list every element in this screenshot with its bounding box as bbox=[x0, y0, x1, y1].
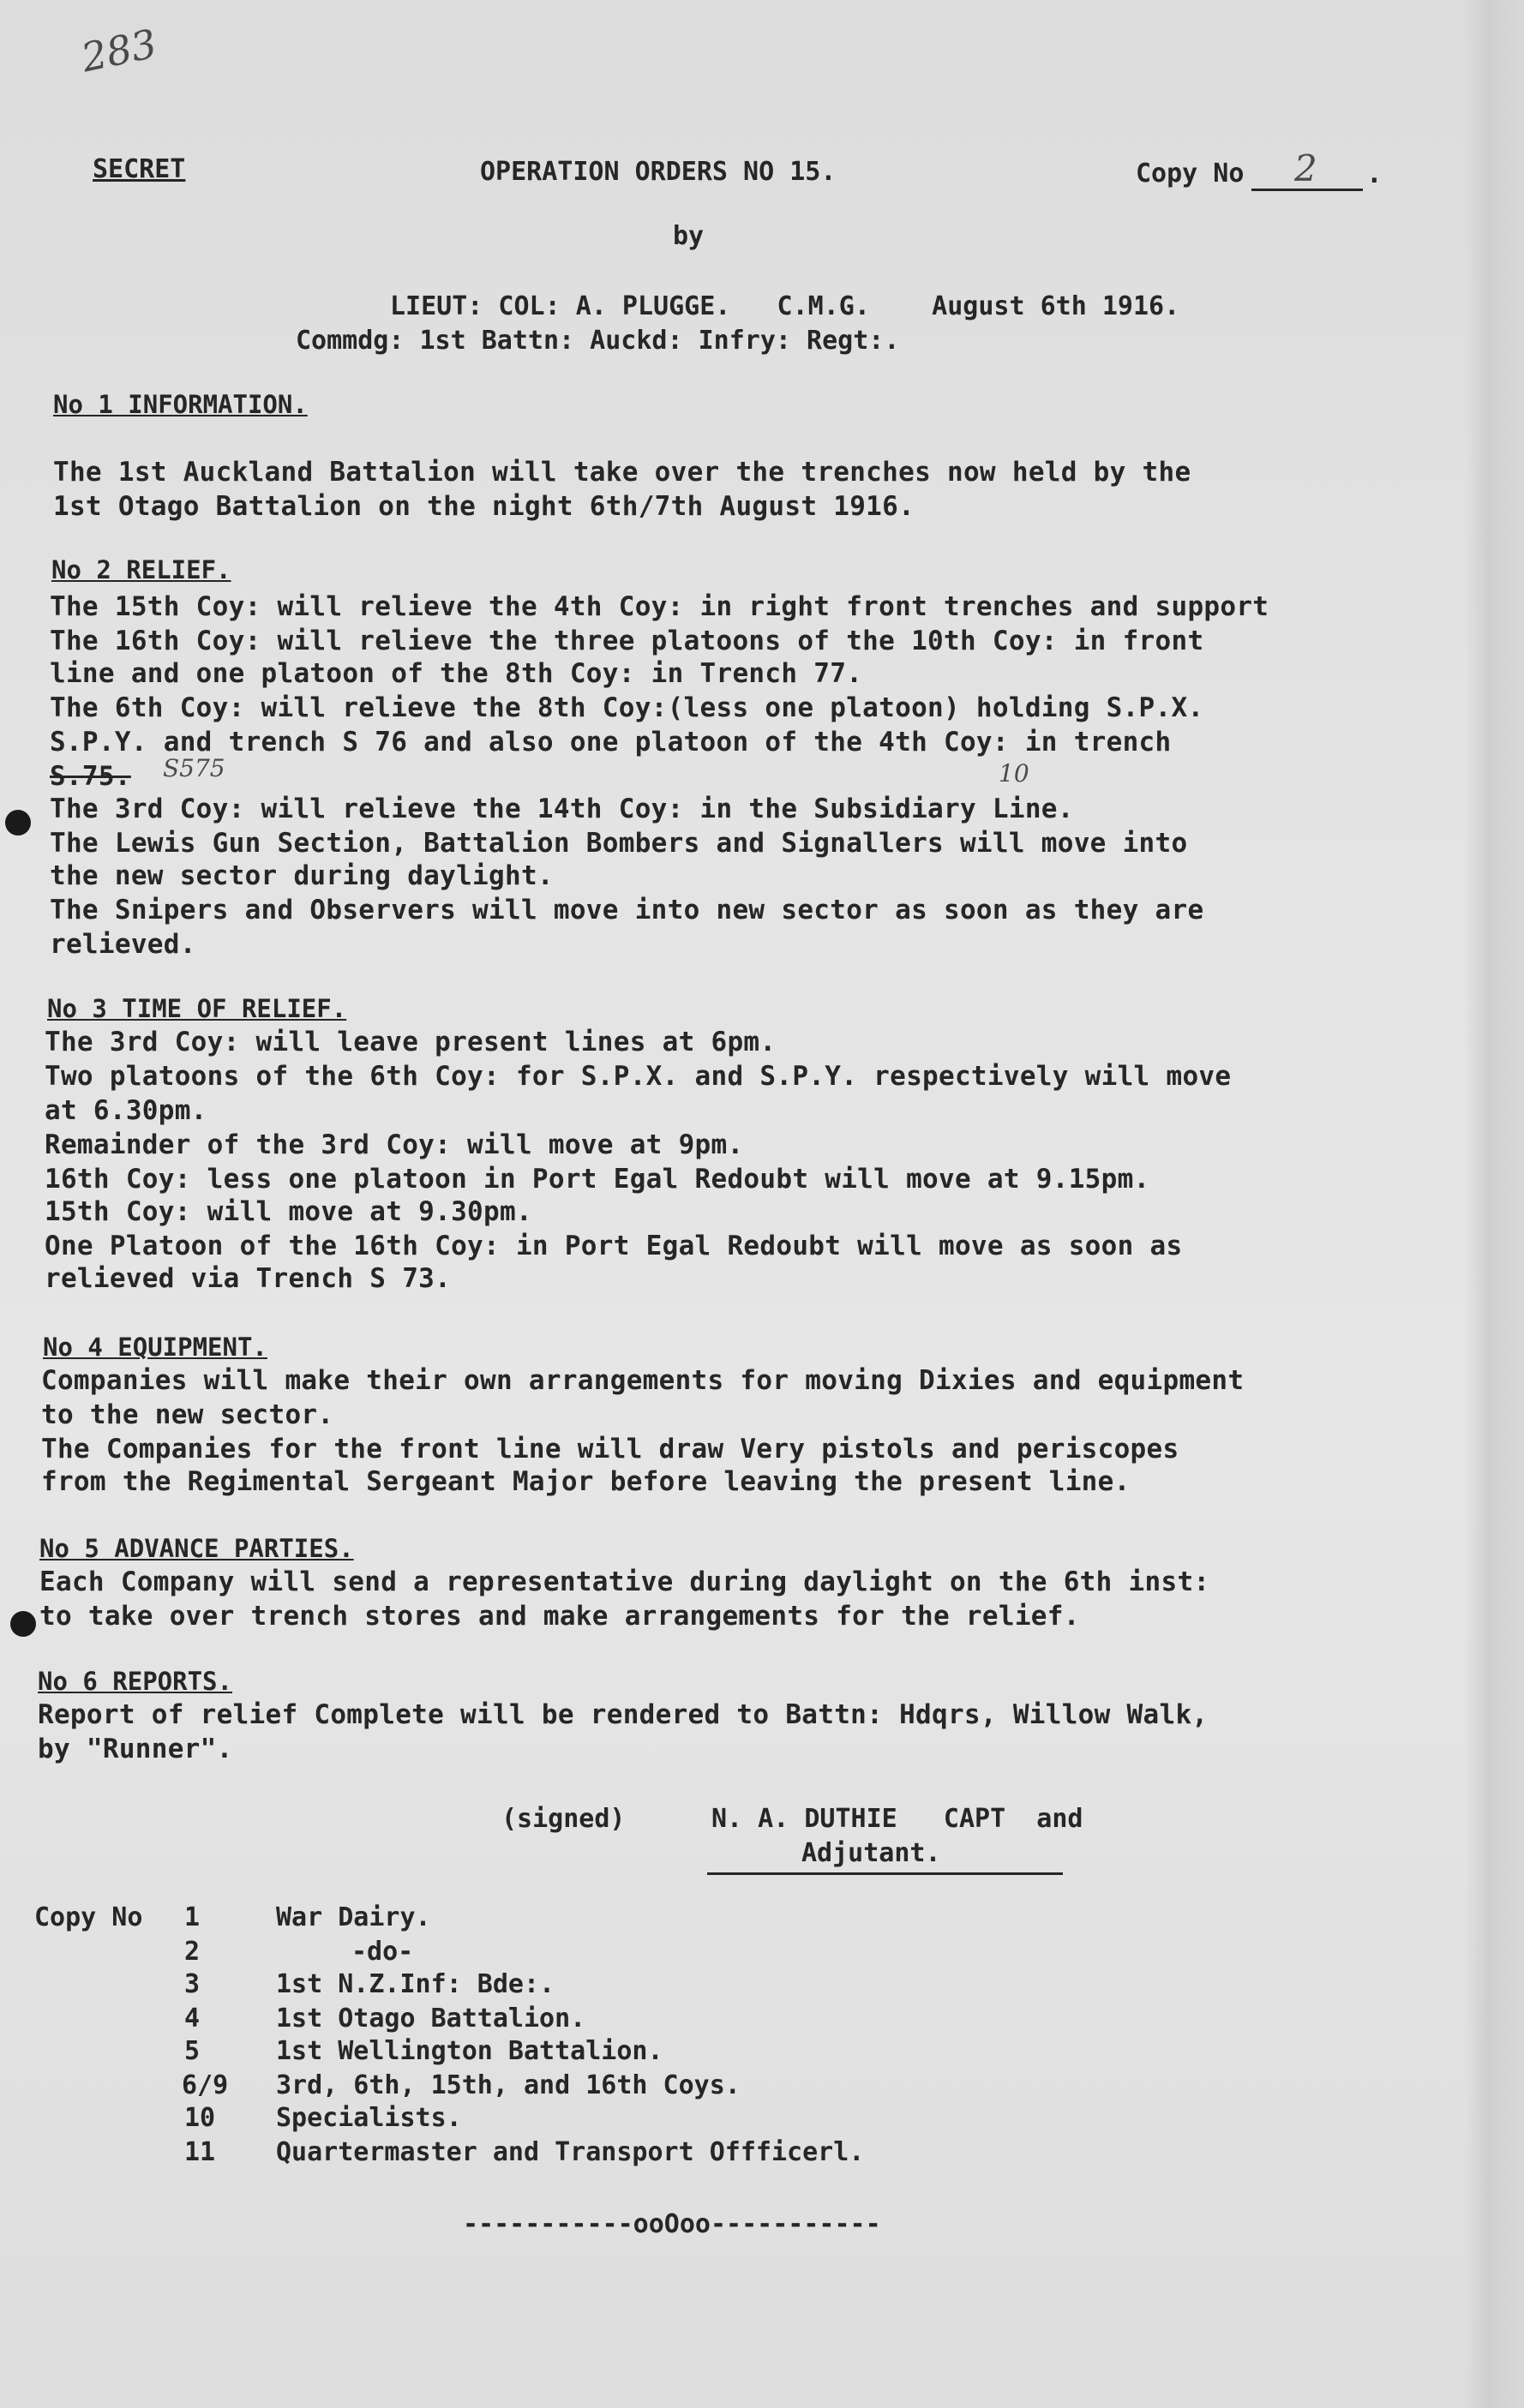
section-heading: No 2 RELIEF. bbox=[51, 555, 231, 584]
body-line: The 15th Coy: will relieve the 4th Coy: in right front trenches and support bbox=[50, 591, 1269, 622]
body-line: The 6th Coy: will relieve the 8th Coy:(less one platoon) holding S.P.X. bbox=[50, 692, 1204, 723]
trench-correction-note: S575 bbox=[163, 754, 225, 782]
recipient: 1st Otago Battalion. bbox=[276, 2004, 586, 2034]
body-line: 16th Coy: less one platoon in Port Egal Redoubt will move at 9.15pm. bbox=[45, 1164, 1150, 1195]
body-line: S.P.Y. and trench S 76 and also one platoon of the 4th Coy: in trench bbox=[50, 727, 1172, 758]
section-heading: No 1 INFORMATION. bbox=[53, 390, 308, 419]
order-title: OPERATION ORDERS NO 15. bbox=[480, 157, 837, 187]
body-line: line and one platoon of the 8th Coy: in Trench 77. bbox=[50, 658, 863, 689]
body-line: the new sector during daylight. bbox=[50, 860, 554, 891]
section-heading: No 5 ADVANCE PARTIES. bbox=[39, 1534, 354, 1563]
copy-num: 4 bbox=[184, 2004, 201, 2034]
command-line: Commdg: 1st Battn: Auckd: Infry: Regt:. bbox=[296, 326, 900, 356]
body-line: The 3rd Coy: will leave present lines at 6pm. bbox=[45, 1027, 777, 1057]
copy-no-label: Copy No bbox=[34, 1902, 143, 1932]
copy-num: 6/9 bbox=[182, 2070, 229, 2100]
end-rule: -----------ooOoo----------- bbox=[463, 2209, 881, 2239]
classification: SECRET bbox=[93, 154, 186, 184]
copy-num: 2 bbox=[184, 1937, 201, 1967]
recipient: -do- bbox=[351, 1937, 414, 1967]
body-line: The Lewis Gun Section, Battalion Bombers and Signallers will move into bbox=[50, 828, 1188, 859]
recipient: 3rd, 6th, 15th, and 16th Coys. bbox=[276, 2070, 741, 2100]
author-line: LIEUT: COL: A. PLUGGE. C.M.G. August 6th 1916. bbox=[390, 291, 1180, 321]
body-line: relieved. bbox=[50, 929, 196, 960]
section-heading: No 3 TIME OF RELIEF. bbox=[47, 994, 347, 1023]
body-line: S.75. bbox=[50, 761, 131, 792]
copy-label: Copy No bbox=[1136, 159, 1245, 189]
coy-correction-note: 10 bbox=[999, 759, 1029, 788]
body-line: Report of relief Complete will be rendered to Battn: Hdqrs, Willow Walk, bbox=[38, 1699, 1209, 1730]
distribution-list bbox=[34, 1902, 1063, 2177]
recipient: War Dairy. bbox=[276, 1902, 431, 1932]
recipient: Quartermaster and Transport Offficerl. bbox=[276, 2137, 865, 2167]
body-line: The Snipers and Observers will move into new sector as soon as they are bbox=[50, 895, 1204, 925]
body-line: One Platoon of the 16th Coy: in Port Egal Redoubt will move as soon as bbox=[45, 1231, 1183, 1261]
body-line: Each Company will send a representative during daylight on the 6th inst: bbox=[39, 1566, 1210, 1597]
punch-hole-top bbox=[5, 810, 31, 836]
body-line: at 6.30pm. bbox=[45, 1095, 207, 1126]
section-heading: No 4 EQUIPMENT. bbox=[43, 1333, 267, 1362]
signatory-name: N. A. DUTHIE CAPT and bbox=[711, 1804, 1083, 1834]
dot: . bbox=[1366, 159, 1383, 189]
copy-number-field bbox=[1251, 147, 1363, 191]
body-line: 15th Coy: will move at 9.30pm. bbox=[45, 1196, 532, 1227]
body-line: Two platoons of the 6th Coy: for S.P.X. and S.P.Y. respectively will move bbox=[45, 1061, 1232, 1092]
section-heading: No 6 REPORTS. bbox=[38, 1667, 232, 1696]
recipient: 1st Wellington Battalion. bbox=[276, 2036, 663, 2066]
signature-block bbox=[501, 1804, 1101, 1881]
copy-num: 11 bbox=[184, 2137, 216, 2167]
body-line: relieved via Trench S 73. bbox=[45, 1263, 452, 1294]
body-line: to take over trench stores and make arrangements for the relief. bbox=[39, 1601, 1080, 1632]
by-label: by bbox=[673, 221, 705, 251]
body-line: to the new sector. bbox=[41, 1399, 334, 1430]
copy-num: 5 bbox=[184, 2036, 201, 2066]
body-line: Companies will make their own arrangements for moving Dixies and equipment bbox=[41, 1365, 1245, 1396]
body-line: The 16th Coy: will relieve the three platoons of the 10th Coy: in front bbox=[50, 626, 1204, 656]
copy-num: 10 bbox=[184, 2103, 216, 2133]
signed-label: (signed) bbox=[501, 1804, 626, 1834]
body-line: The 1st Auckland Battalion will take over the trenches now held by the bbox=[53, 457, 1191, 488]
paper-edge bbox=[1464, 0, 1524, 2408]
archive-number: 283 bbox=[77, 20, 161, 81]
recipient: 1st N.Z.Inf: Bde:. bbox=[276, 1969, 555, 1999]
punch-hole-bottom bbox=[10, 1611, 36, 1637]
recipient: Specialists. bbox=[276, 2103, 462, 2133]
copy-num: 1 bbox=[184, 1902, 201, 1932]
copy-num: 3 bbox=[184, 1969, 201, 1999]
body-line: 1st Otago Battalion on the night 6th/7th August 1916. bbox=[53, 491, 915, 522]
signatory-role: Adjutant. bbox=[801, 1838, 941, 1868]
body-line: by "Runner". bbox=[38, 1734, 233, 1764]
body-line: Remainder of the 3rd Coy: will move at 9pm. bbox=[45, 1129, 744, 1160]
copy-number: 2 bbox=[1294, 147, 1317, 189]
signature-rule bbox=[707, 1872, 1063, 1875]
body-line: The Companies for the front line will draw Very pistols and periscopes bbox=[41, 1434, 1179, 1465]
body-line: The 3rd Coy: will relieve the 14th Coy: in the Subsidiary Line. bbox=[50, 794, 1074, 824]
body-line: from the Regimental Sergeant Major before leaving the present line. bbox=[41, 1466, 1131, 1497]
